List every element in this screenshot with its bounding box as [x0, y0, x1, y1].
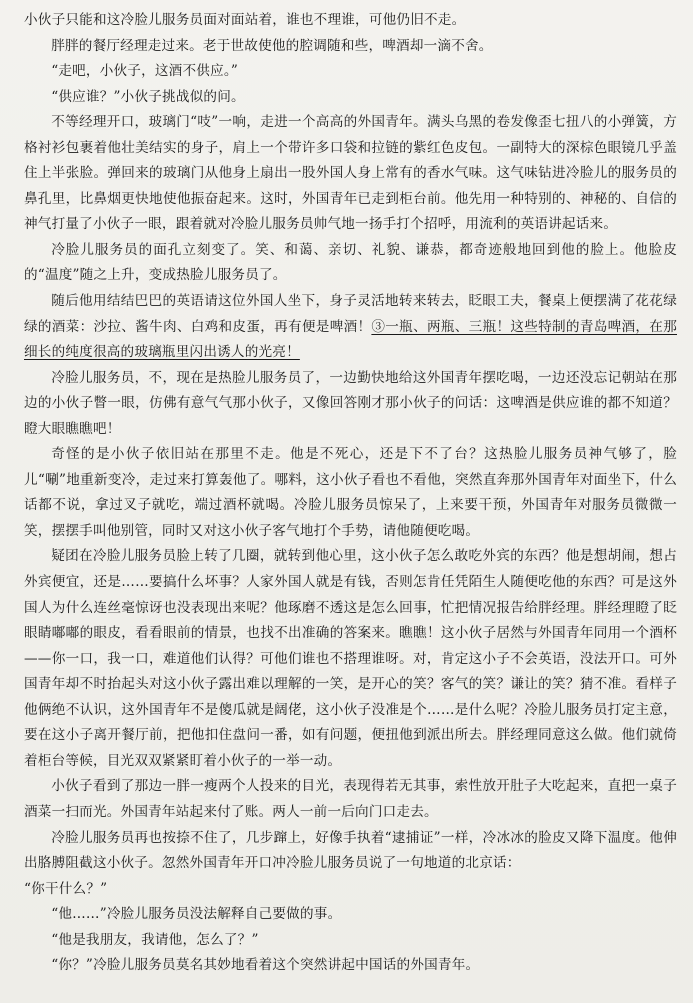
paragraph-7-text: 随后他用结结巴巴的英语请这位外国人坐下，身子灵活地转来转去，眨眼工夫，餐桌上便摆满了花花绿绿的酒菜：沙拉、酱牛肉、白鸡和皮蛋，再有便是啤酒！: [24, 293, 677, 335]
paragraph-14: “他……”冷脸儿服务员没法解释自己要做的事。: [51, 906, 342, 923]
paragraph-10: 疑团在冷脸儿服务员脸上转了几圈，就转到他心里，这小伙子怎么敢吃外宾的东西？他是想胡闹，想占外宾便宜，还是……要搞什么坏事？人家外国人就是有钱，否则怎肯任凭陌生人随便吃他的东西？可是这外国人为什么连丝毫惊讶也没表现出来呢？他琢磨不透这是怎么回事，忙把情况报告给胖经理。胖经理瞪了眨眼睛嘟嘟的眼皮，看看眼前的情景，也找不出准确的答案来。瞧瞧！这小伙子居然与外国青年同用一个酒杯——你一口，我一口，难道他们认得？可他们谁也不搭理谁呀。对，肯定这小子不会英语，没法开口。可外国青年却不时抬起头对这小伙子露出难以理解的一笑，是开心的笑？客气的笑？谦让的笑？猜不准。看样子他俩绝不认识，这外国青年不是傻瓜就是阔佬，这小伙子没准是个……是什么呢？冷脸儿服务员打定主意，要在这小子离开餐厅前，把他扣住盘问一番，如有问题，便扭他到派出所去。胖经理同意这么做。他们就倚着柜台等候，目光双双紧紧盯着小伙子的一举一动。: [24, 548, 677, 769]
paragraph-13: “你干什么？”: [24, 880, 108, 897]
paragraph-12: 冷脸儿服务员再也按捺不住了，几步蹿上，好像手执着“逮捕证”一样，冷冰冰的脸皮又降下温度。他伸出胳膊阻截这小伙子。忽然外国青年开口冲冷脸儿服务员说了一句地道的北京话：: [24, 829, 677, 872]
paragraph-1: 小伙子只能和这冷脸儿服务员面对面站着，谁也不理谁，可他仍旧不走。: [24, 12, 466, 28]
paragraph-5: 不等经理开口，玻璃门“吱”一响，走进一个高高的外国青年。满头乌黑的卷发像歪七扭八的小弹簧，方格衬衫包裹着他壮美结实的身子，肩上一个带许多口袋和拉链的紫红色皮包。一副特大的深棕色眼镜几乎盖住上半张脸。弹回来的玻璃门从他身上扇出一股外国人身上常有的香水气味。这气味钻进冷脸儿的服务员的鼻孔里，比鼻烟更快地使他振奋起来。这时，外国青年已走到柜台前。他先用一种特别的、神秘的、自信的神气打量了小伙子一眼，跟着就对冷脸儿服务员帅气地一扬手打个招呼，用流利的英语讲起话来。: [24, 114, 677, 233]
paragraph-16: “你？”冷脸儿服务员莫名其妙地看着这个突然讲起中国话的外国青年。: [51, 957, 480, 974]
paragraph-15: “他是我朋友，我请他，怎么了？”: [51, 931, 259, 948]
paragraph-9: 奇怪的是小伙子依旧站在那里不走。他是不死心，还是下不了台？这热脸儿服务员神气够了，脸儿“唰”地重新变冷，走过来打算轰他了。哪料，这小伙子看也不看他，突然直奔那外国青年对面坐下，什么话都不说，拿过叉子就吃，端过酒杯就喝。冷脸儿服务员惊呆了，上来要干预，外国青年对服务员微微一笑，摆摆手叫他别管，同时又对这小伙子客气地打个手势，请他随便吃喝。: [24, 446, 677, 539]
paragraph-7: [24, 289, 677, 366]
paragraph-3: “走吧，小伙子，这酒不供应。”: [51, 63, 239, 80]
paragraph-11: 小伙子看到了那边一胖一瘦两个人投来的目光，表现得若无其事，索性放开肚子大吃起来，直把一桌子酒菜一扫而光。外国青年站起来付了账。两人一前一后向门口走去。: [24, 778, 677, 820]
paragraph-2: 胖胖的餐厅经理走过来。老于世故使他的腔调随和些，啤酒却一滴不舍。: [51, 37, 493, 54]
paragraph-4: “供应谁？”小伙子挑战似的问。: [51, 88, 245, 105]
paragraph-6: 冷脸儿服务员的面孔立刻变了。笑、和蔼、亲切、礼貌、谦恭，都奇迹般地回到他的脸上。他脸皮的“温度”随之上升，变成热脸儿服务员了。: [24, 241, 677, 284]
paragraph-8: 冷脸儿服务员，不，现在是热脸儿服务员了，一边勤快地给这外国青年摆吃喝，一边还没忘记朝站在那边的小伙子瞥一眼，仿佛有意气气那小伙子，又像回答刚才那小伙子的问话：这啤酒是供应谁的都不知道？瞪大眼瞧瞧吧！: [24, 369, 677, 437]
underlined-sentence-3: ③一瓶、两瓶、三瓶！这些特制的青岛啤酒，在那细长的纯度很高的玻璃瓶里闪出诱人的光亮！: [24, 318, 677, 361]
